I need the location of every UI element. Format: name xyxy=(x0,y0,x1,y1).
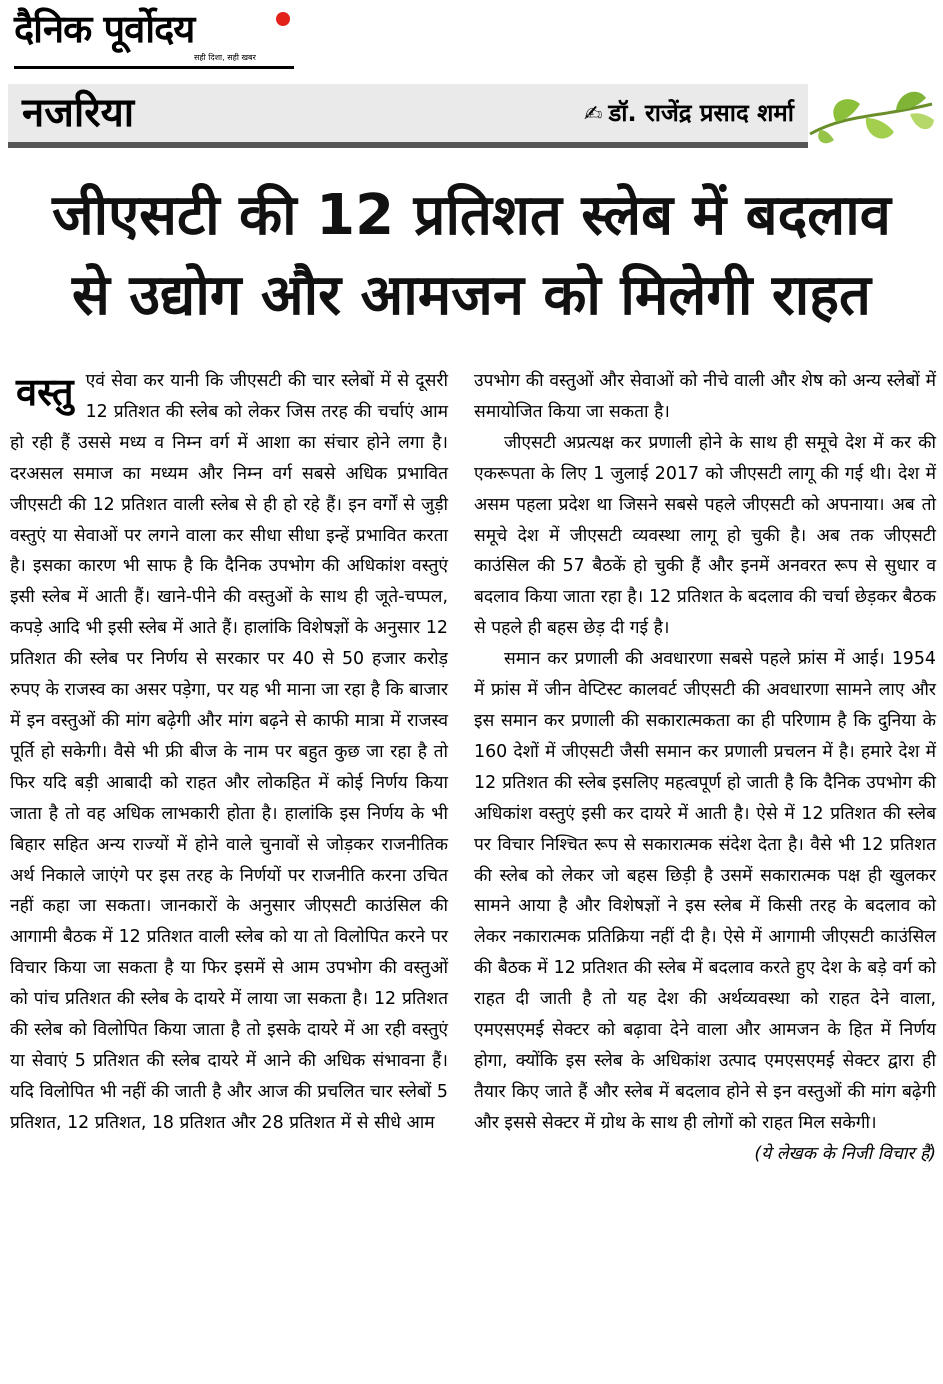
section-label: नजरिया xyxy=(22,90,135,136)
author-note: (ये लेखक के निजी विचार हैं) xyxy=(754,1143,936,1164)
headline xyxy=(10,176,933,336)
newspaper-name: दैनिक पूर्वोदय xyxy=(14,7,195,51)
article-paragraph: जीएसटी अप्रत्यक्ष कर प्रणाली होने के साथ ही समूचे देश में कर की एकरूपता के लिए 1 जुलाई 2017 को जीएसटी लागू की गई थी। देश में असम पहला प्रदेश था जिसने सबसे पहले जीएसटी को अपनाया। अब तो समूचे देश में जीएसटी व्यवस्था लागू हो चुकी है। अब तक जीएसटी काउंसिल की 57 बैठकें हो चुकी हैं और इनमें अनवरत रूप से सुधार व बदलाव किया जाता रहा है। 12 प्रतिशत के बदलाव की चर्चा छेड़कर बैठक से पहले ही बहस छेड़ दी गई है। xyxy=(474,432,936,639)
newspaper-tagline: सही दिशा, सही खबर xyxy=(194,53,256,62)
headline-line-1: जीएसटी की 12 प्रतिशत स्लेब में बदलाव xyxy=(52,183,891,248)
section-band xyxy=(8,84,808,148)
article-paragraph: उपभोग की वस्तुओं और सेवाओं को नीचे वाली और शेष को अन्य स्लेबों में समायोजित किया जा सकता है। xyxy=(474,371,936,422)
dropcap-word: वस्तु xyxy=(16,370,74,414)
masthead-rule xyxy=(14,66,294,69)
leaf-decoration-icon xyxy=(806,74,936,152)
article-paragraph: समान कर प्रणाली की अवधारणा सबसे पहले फ्रांस में आई। 1954 में फ्रांस में जीन वेप्टिस्ट कालवर्ट जीएसटी की अवधारणा सामने लाए और इस समान कर प्रणाली की सकारात्मकता का ही परिणाम है कि दुनिया के 160 देशों में जीएसटी जैसी समान कर प्रणाली प्रचलन में है। हमारे देश में 12 प्रतिशत की स्लेब इसलिए महत्वपूर्ण हो जाती है कि दैनिक उपभोग की अधिकांश वस्तुएं इसी कर दायरे में आती है। ऐसे में 12 प्रतिशत की स्लेब पर विचार निश्चित रूप से सकारात्मक संदेश देता है। वैसे भी 12 प्रतिशत की स्लेब को लेकर जो बहस छिड़ी है उसमें सकारात्मक पक्ष ही खुलकर सामने आया है और विशेषज्ञों ने इस स्लेब में किसी तरह के बदलाव को लेकर नकारात्मक प्रतिक्रिया नहीं दी है। ऐसे में आगामी जीएसटी काउंसिल की बैठक में 12 प्रतिशत की स्लेब में बदलाव करते हुए देश के बड़े वर्ग को राहत दी जाती है तो यह देश की अर्थव्यवस्था को राहत देने वाला, एमएसएमई सेक्टर को बढ़ावा देने वाला और आमजन के हित में निर्णय होगा, क्योंकि इस स्लेब के अधिकांश उत्पाद एमएसएमई सेक्टर द्वारा ही तैयार किए जाते हैं और स्लेब में बदलाव होने से इन वस्तुओं की मांग बढ़ेगी और इससे सेक्टर में ग्रोथ के साथ ही लोगों को राहत मिल सकेगी। xyxy=(474,649,936,1133)
article-paragraph: एवं सेवा कर यानी कि जीएसटी की चार स्लेबों में से दूसरी 12 प्रतिशत की स्लेब को लेकर जिस तरह की चर्चाएं आम हो रही हैं उससे मध्य व निम्न वर्ग में आशा का संचार होने लगा है। दरअसल समाज का मध्यम और निम्न वर्ग सबसे अधिक प्रभावित जीएसटी की 12 प्रतिशत वाली स्लेब से ही हो रहे हैं। इन वर्गों से जुड़ी वस्तुएं या सेवाओं पर लगने वाला कर सीधा सीधा इन्हें प्रभावित करता है। इसका कारण भी साफ है कि दैनिक उपभोग की अधिकांश वस्तुएं इसी स्लेब में आती हैं। खाने-पीने की वस्तुओं के साथ ही जूते-चप्पल, कपड़े आदि भी इसी स्लेब में आते हैं। हालांकि विशेषज्ञों के अनुसार 12 प्रतिशत की स्लेब पर निर्णय से सरकार पर 40 से 50 हजार करोड़ रुपए के राजस्व का असर पड़ेगा, पर यह भी माना जा रहा है कि बाजार में इन वस्तुओं की मांग बढ़ेगी और मांग बढ़ने से काफी मात्रा में राजस्व पूर्ति हो सकेगी। वैसे भी फ्री बीज के नाम पर बहुत कुछ जा रहा है तो फिर यदि बड़ी आबादी को राहत और लोकहित में कोई निर्णय किया जाता है तो वह अधिक लाभकारी होता है। हालांकि इस निर्णय के भी बिहार सहित अन्य राज्यों में होने वाले चुनावों से जोड़कर राजनीतिक अर्थ निकाले जाएंगे पर इस तरह के निर्णयों पर राजनीति करना उचित नहीं कहा जा सकता। जानकारों के अनुसार जीएसटी काउंसिल की आगामी बैठक में 12 प्रतिशत वाली स्लेब को या तो विलोपित करने पर विचार किया जा सकता है या फिर इसमें से आम उपभोग की वस्तुओं को पांच प्रतिशत की स्लेब के दायरे में लाया जा सकता है। 12 प्रतिशत की स्लेब को विलोपित किया जाता है तो इसके दायरे में आ रही वस्तुएं या सेवाएं 5 प्रतिशत की स्लेब दायरे में आने की अधिक संभावना हैं। यदि विलोपित भी नहीं की जाती है और आज की प्रचलित चार स्लेबों 5 प्रतिशत, 12 प्रतिशत, 18 प्रतिशत और 28 प्रतिशत में से सीधे आम xyxy=(10,371,448,1133)
masthead-dot-icon xyxy=(276,12,290,26)
author-name: डॉ. राजेंद्र प्रसाद शर्मा xyxy=(608,99,794,127)
masthead xyxy=(14,6,294,72)
article-column-1 xyxy=(10,366,448,1139)
pen-icon: ✍ xyxy=(584,102,603,127)
author-byline xyxy=(584,96,794,132)
article-column-2 xyxy=(474,366,936,1170)
headline-line-2: से उद्योग और आमजन को मिलेगी राहत xyxy=(72,263,871,328)
